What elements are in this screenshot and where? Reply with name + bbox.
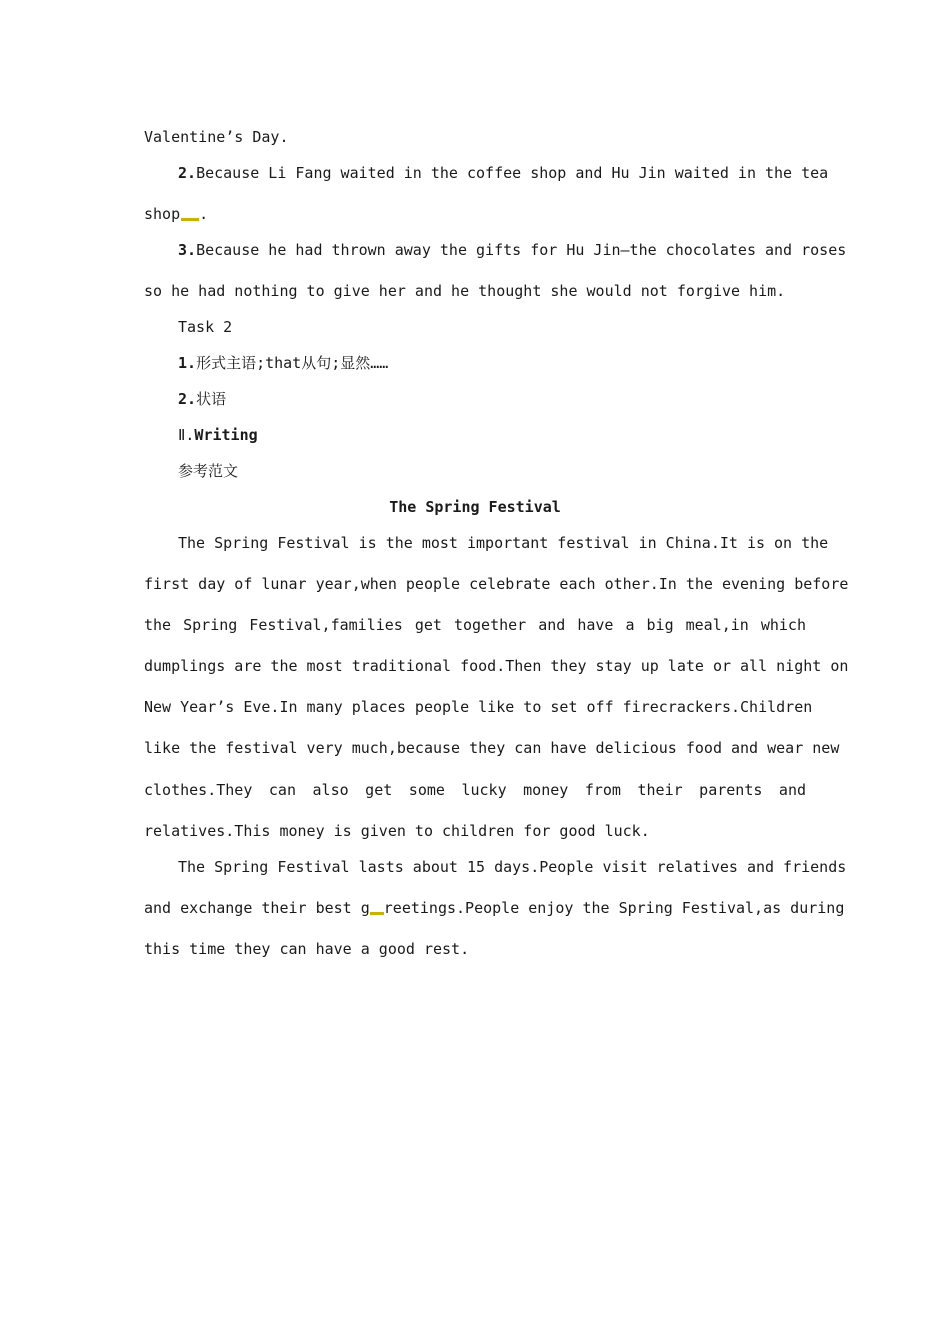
answer-text: 形式主语;that从句;显然…… [196,354,389,372]
essay-paragraph-1-line: dumplings are the most traditional food.Then they stay up late or all night on [144,657,849,675]
essay-title: The Spring Festival [389,498,561,516]
answer-text: Valentine’s Day. [144,128,289,146]
task-2-answer-2 [178,389,806,409]
answer-line [144,127,806,147]
answer-text: Because he had thrown away the gifts for Hu Jin—the chocolates and roses [196,241,847,259]
edit-mark [370,912,384,915]
task-2-heading: Task 2 [178,318,233,336]
essay-paragraph-1-line: clothes.They can also get some lucky money from their parents and [144,781,806,799]
answer-number: 3. [178,241,197,259]
essay-paragraph-1-line: first day of lunar year,when people celebrate each other.In the evening before [144,575,849,593]
task-2-answer-1 [178,353,806,373]
answer-3-line-1 [178,240,847,260]
answer-text: shop [144,205,181,223]
essay-paragraph-2-line: The Spring Festival lasts about 15 days.People visit relatives and friends [178,858,847,876]
essay-paragraph-1-line: The Spring Festival is the most important festival in China.It is on the [178,534,829,552]
edit-mark [181,218,199,221]
answer-2-line-1 [178,163,829,183]
answer-number: 1. [178,354,197,372]
answer-text: 状语 [196,390,227,408]
reference-label: 参考范文 [178,462,239,480]
essay-paragraph-1-line: like the festival very much,because they can have delicious food and wear new [144,739,840,757]
writing-heading: Ⅱ.Writing [178,426,258,444]
answer-3-line-2 [144,281,806,301]
essay-paragraph-2-line: and exchange their best g reetings.People enjoy the Spring Festival,as during [144,899,845,917]
essay-paragraph-1-line: the Spring Festival,families get together and have a big meal,in which [144,616,806,634]
answer-number: 2. [178,390,197,408]
essay-paragraph-1-line: New Year’s Eve.In many places people like to set off firecrackers.Children [144,698,813,716]
answer-text: . [199,205,209,223]
answer-number: 2. [178,164,197,182]
essay-paragraph-1-line: relatives.This money is given to children for good luck. [144,822,650,840]
answer-text: Because Li Fang waited in the coffee shop and Hu Jin waited in the tea [196,164,829,182]
answer-2-line-2 [144,204,806,224]
essay-paragraph-2-line: this time they can have a good rest. [144,940,470,958]
answer-text: so he had nothing to give her and he thought she would not forgive him. [144,282,786,300]
